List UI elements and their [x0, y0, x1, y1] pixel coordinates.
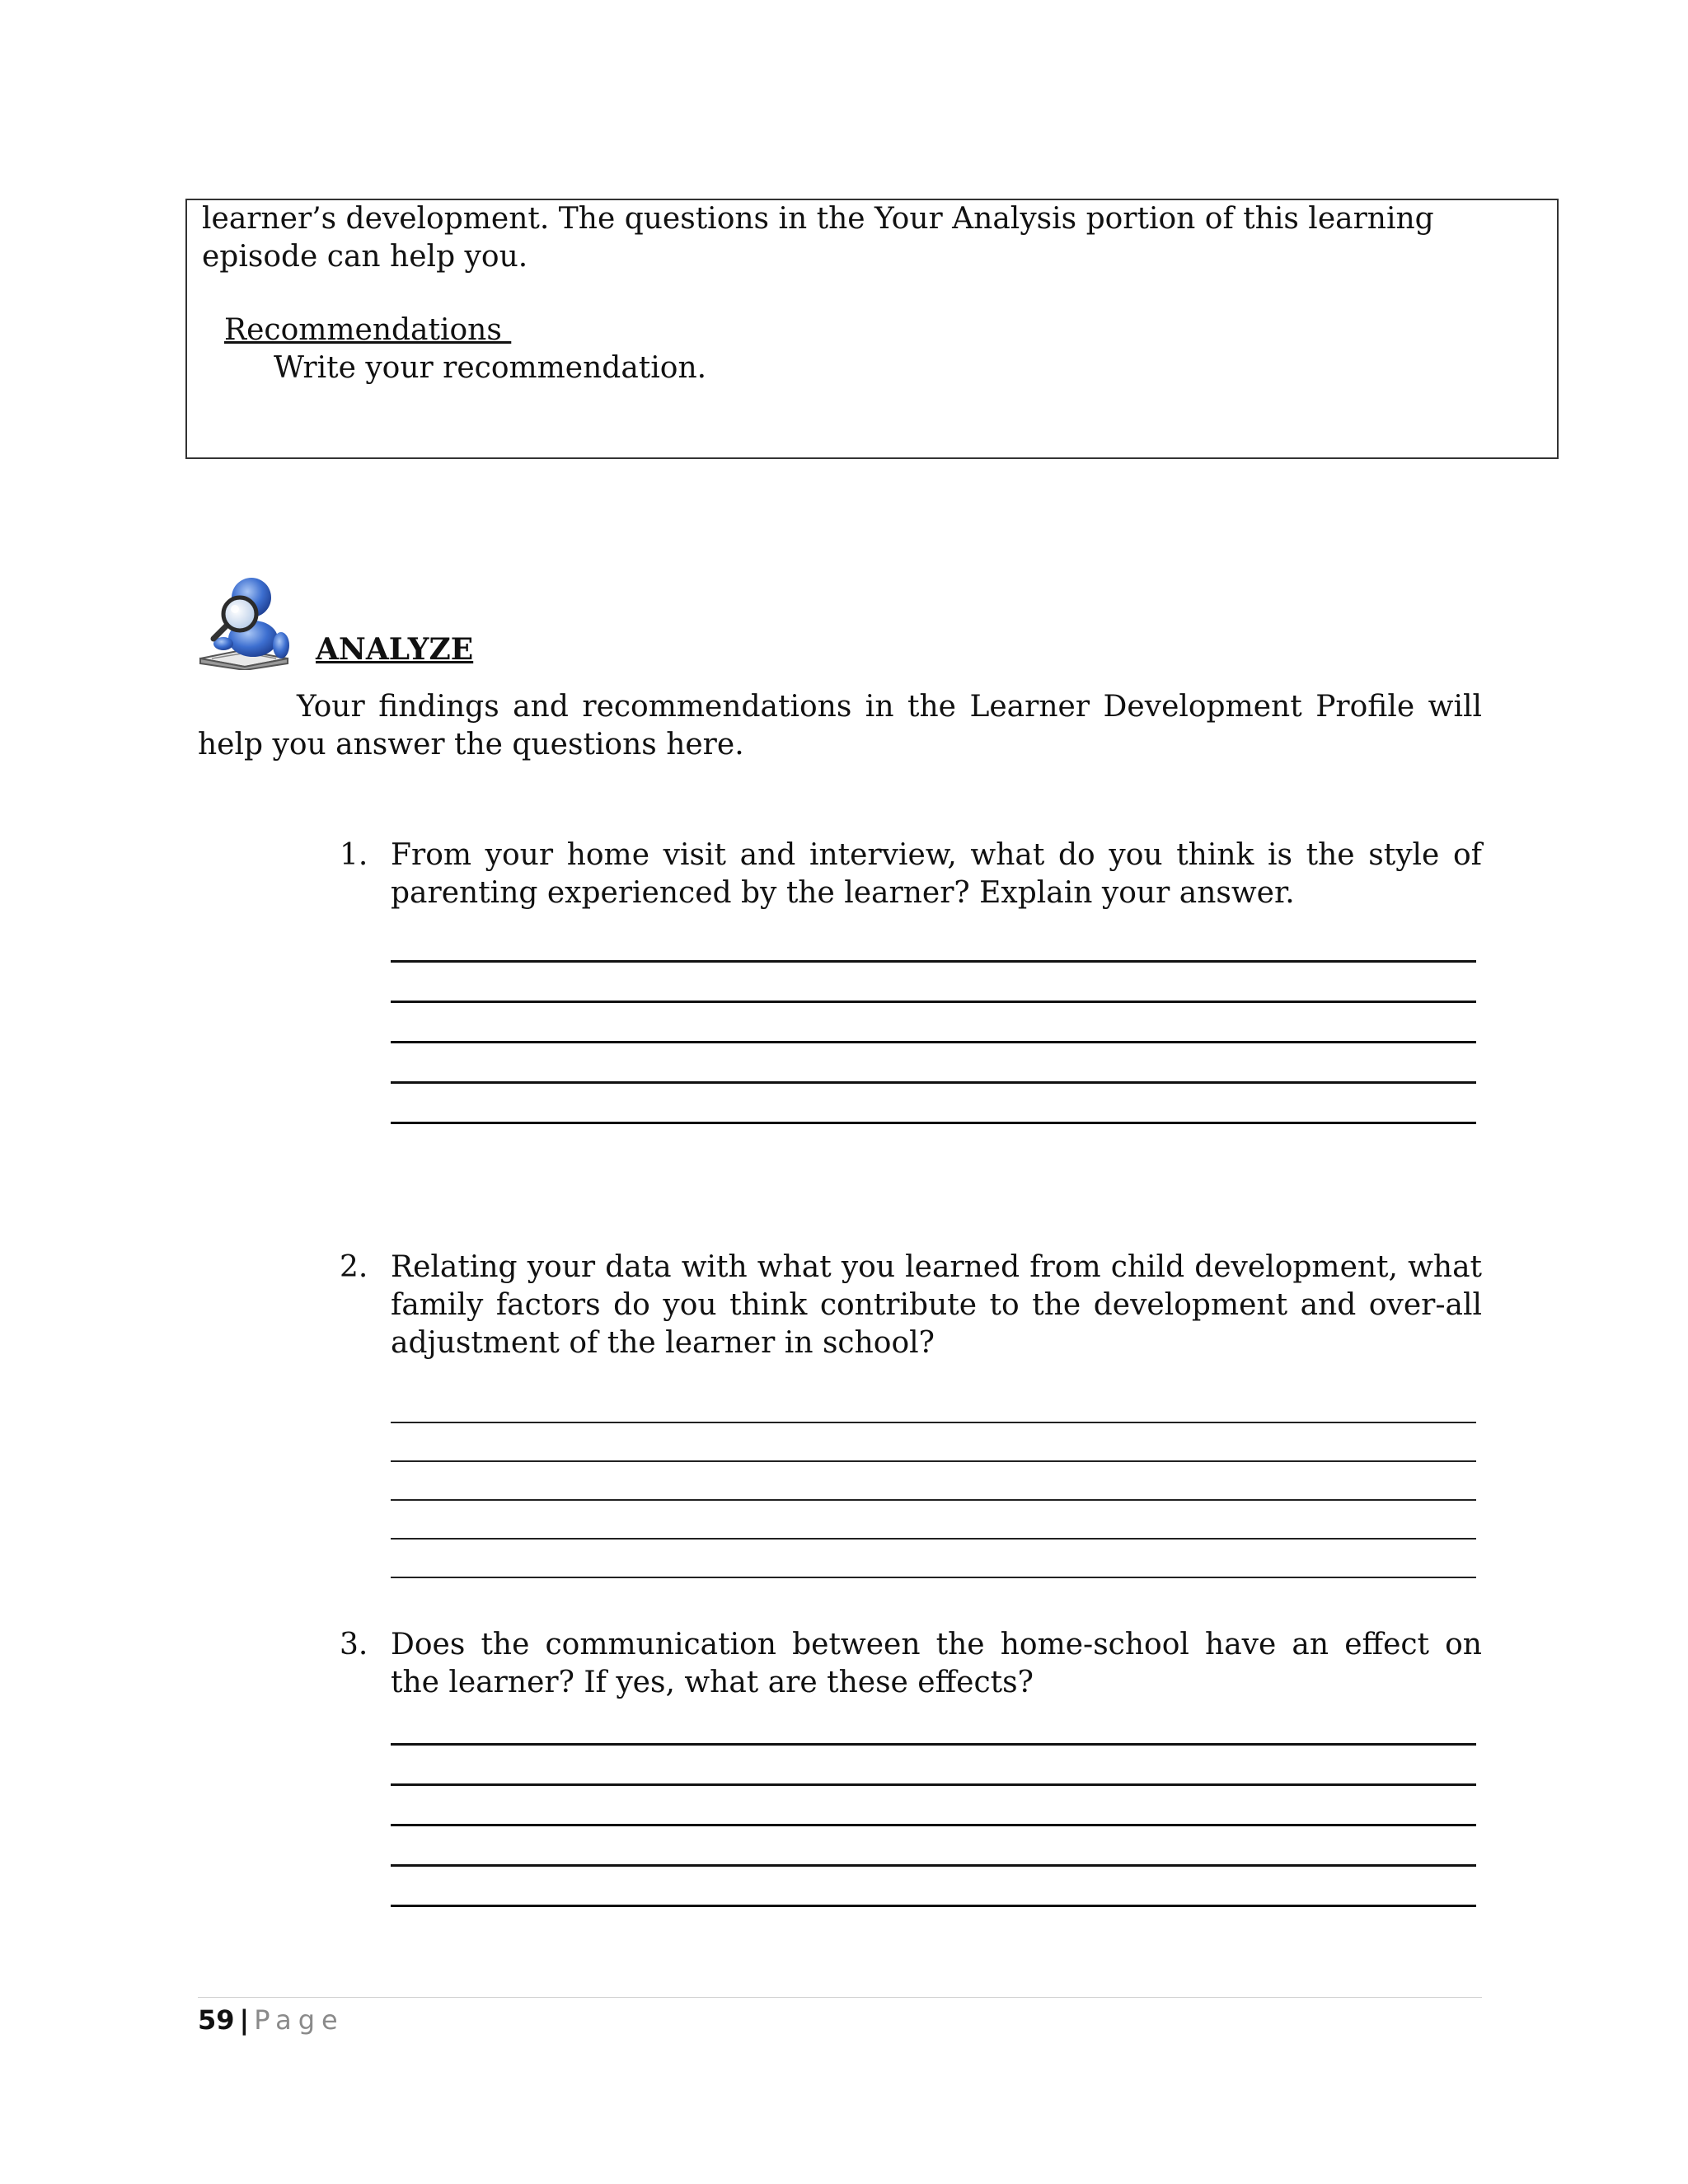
analyze-heading: ANALYZE — [316, 632, 474, 667]
question-number: 1. — [340, 838, 368, 872]
question-text: From your home visit and interview, what do you think is the style of parenting experienced by the learner? Explain your answer. — [391, 838, 1482, 910]
recommendations-heading: Recommendations — [224, 313, 512, 347]
answer-line[interactable] — [391, 1864, 1476, 1867]
question-2 — [340, 1249, 1482, 1362]
footer-divider — [198, 1997, 1482, 1998]
analyze-intro-text: Your findings and recommendations in the Learner Development Profile will help you answer the questions here. — [198, 690, 1482, 762]
question-1 — [340, 837, 1482, 912]
answer-line[interactable] — [391, 1001, 1476, 1003]
answer-line[interactable] — [391, 1538, 1476, 1540]
answer-line[interactable] — [391, 1122, 1476, 1124]
page-separator: | — [239, 2004, 250, 2036]
page-footer — [198, 2001, 345, 2039]
answer-line[interactable] — [391, 1460, 1476, 1462]
question-text: Relating your data with what you learned from child development, what family factors do you think contribute to the development and over-all adjustment of the learner in school? — [391, 1250, 1482, 1360]
answer-line[interactable] — [391, 1743, 1476, 1746]
magnifier-figure-icon — [195, 573, 293, 670]
answer-line[interactable] — [391, 1905, 1476, 1907]
answer-line[interactable] — [391, 1422, 1476, 1423]
answer-line[interactable] — [391, 1081, 1476, 1084]
answer-line[interactable] — [391, 1499, 1476, 1501]
answer-line[interactable] — [391, 1577, 1476, 1578]
recommendations-text: Write your recommendation. — [274, 351, 707, 385]
question-text: Does the communication between the home-school have an effect on the learner? If yes, what are these effects? — [391, 1628, 1482, 1699]
answer-line[interactable] — [391, 1041, 1476, 1043]
recommendations-box — [185, 199, 1559, 459]
answer-line[interactable] — [391, 960, 1476, 963]
question-number: 3. — [340, 1628, 368, 1661]
answer-line[interactable] — [391, 1824, 1476, 1826]
question-3 — [340, 1626, 1482, 1702]
question-number: 2. — [340, 1250, 368, 1284]
page-number: 59 — [198, 2004, 235, 2036]
answer-line[interactable] — [391, 1783, 1476, 1786]
box-intro-text: learner’s development. The questions in the Your Analysis portion of this learning episode can help you. — [202, 202, 1434, 274]
page-label: Page — [254, 2004, 345, 2036]
